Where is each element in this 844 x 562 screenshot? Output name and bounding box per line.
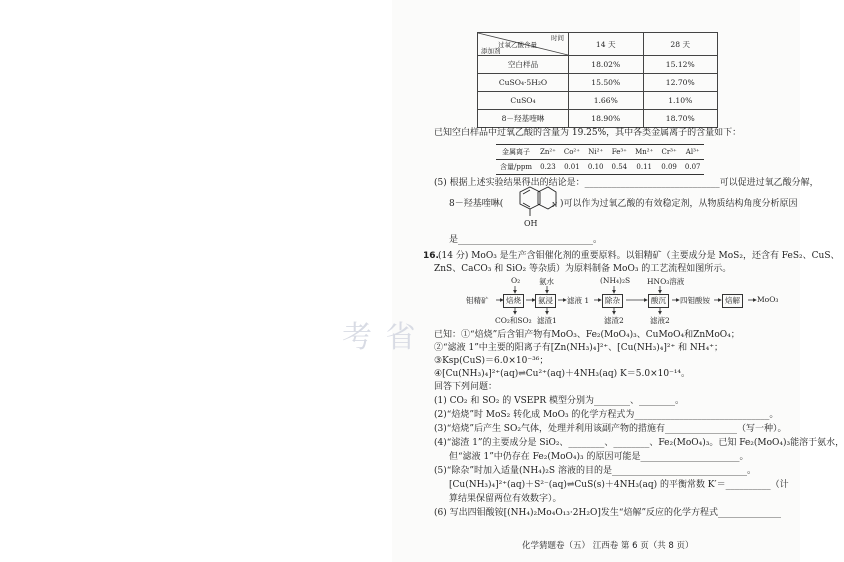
header-additive: 添加剂 <box>481 47 501 55</box>
flow-co2so2: CO₂和SO₂ <box>495 316 532 325</box>
known-2: ②“滤液 1”中主要的阳离子有[Zn(NH₃)₄]²⁺、[Cu(NH₃)₄]²⁺ 和 NH₄⁺； <box>434 343 724 353</box>
8-hydroxyquinoline-structure-icon <box>508 186 558 222</box>
header-content: 过氧乙酸含量 <box>498 41 537 49</box>
watermark: 考 省 <box>342 320 418 355</box>
known-1: 已知：①“焙烧”后含钼产物有MoO₃、Fe₂(MoO₄)₃、CuMoO₄和ZnMoO₄； <box>434 330 740 340</box>
flow-product-mid: 四钼酸铵 <box>680 296 710 305</box>
flow-residue2: 滤渣2 <box>604 316 624 325</box>
table-diagonal-header <box>478 33 569 56</box>
page-footer: 化学猜题卷（五） 江西卷 第 6 页（共 8 页） <box>522 541 694 551</box>
q5-line2b: )可以作为过氧乙酸的有效稳定剂，从物质结构角度分析原因 <box>560 199 798 209</box>
question-1: (1) CO₂ 和 SO₂ 的 VSEPR 模型分别为________、________。 <box>434 396 685 406</box>
metal-ion-table: 金属离子 Zn²⁺ Co²⁺ Ni²⁺ Fe³⁺ Mn²⁺ Cr³⁺ Al³⁺ 含量/ppm 0.23 0.01 0.10 0.54 0.11 0.09 0.07 <box>496 144 704 175</box>
table-row: 空白样品 18.02% 15.12% <box>478 56 718 74</box>
q16-line1: (14 分) MoO₃ 是生产含钼催化剂的重要原料。以钼精矿（主要成分是 MoS₂，还含有 FeS₂、CuS、 <box>438 251 840 261</box>
question-5: (5)“除杂”时加入适量(NH₄)₂S 溶液的目的是______________________________。 <box>434 466 756 476</box>
col-28days: 28 天 <box>643 33 718 56</box>
table-row: 8－羟基喹啉 18.90% 18.70% <box>478 110 718 128</box>
col-14days: 14 天 <box>569 33 644 56</box>
intro-line: 已知空白样品中过氧乙酸的含量为 19.25%，其中各类金属离子的含量如下： <box>434 128 742 138</box>
q5-line3: 是______________________________。 <box>449 235 603 245</box>
question-2: (2)“焙烧”时 MoS₂ 转化成 MoO₃ 的化学方程式为______________________________。 <box>434 410 779 420</box>
flow-hno3: HNO₃溶液 <box>647 277 685 286</box>
flow-residue1: 滤渣1 <box>537 316 557 325</box>
flow-precip-box: 酸沉 <box>648 294 669 308</box>
question-4-cont: 但“滤液 1”中仍存在 Fe₂(MoO₄)₃ 的原因可能是______________________。 <box>449 452 749 462</box>
known-3: ③Ksp(CuS)＝6.0×10⁻³⁶； <box>434 356 549 366</box>
stability-table <box>477 32 718 128</box>
flow-purify-box: 除杂 <box>602 294 623 308</box>
question-6: (6) 写出四钼酸铵[(NH₄)₂Mo₄O₁₃·2H₂O]发生“焙解”反应的化学方程式______________ <box>434 508 782 518</box>
flow-filtrate2: 滤液2 <box>650 316 670 325</box>
oh-label: OH <box>524 219 538 228</box>
question-4: (4)“滤渣 1”的主要成分是 SiO₂、________、________、Fe₂(MoO₄)₃。已知 Fe₂(MoO₄)₃能溶于氨水， <box>434 438 844 448</box>
table-row: CuSO₄·5H₂O 15.50% 12.70% <box>478 74 718 92</box>
flow-leach-box: 氨浸 <box>535 294 556 308</box>
flow-filtrate1: 滤液 1 <box>567 296 590 305</box>
q5-line2a: 8－羟基喹啉( <box>449 199 504 209</box>
answer-prompt: 回答下列问题： <box>434 382 498 392</box>
q5-line1: (5) 根据上述实验结果得出的结论是：______________________________可以促进过氧乙酸分解， <box>434 178 819 188</box>
known-4: ④[Cu(NH₃)₄]²⁺(aq)⇌Cu²⁺(aq)＋4NH₃(aq) K＝5.0×10⁻¹⁴。 <box>434 369 691 379</box>
header-time: 时间 <box>551 34 564 42</box>
flow-end: MoO₃ <box>757 295 779 304</box>
question-3: (3)“焙烧”后产生 SO₂气体，处理并利用该副产物的措施有________________（写一种）。 <box>434 424 787 434</box>
flow-roast-box: 焙烧 <box>503 294 524 308</box>
flow-start: 钼精矿 <box>466 296 489 305</box>
question-5-cont: 算结果保留两位有效数字）。 <box>449 494 562 504</box>
flow-o2: O₂ <box>511 276 521 285</box>
svg-text:N: N <box>552 202 558 209</box>
question-5-eq: [Cu(NH₃)₄]²⁺(aq)＋S²⁻(aq)⇌CuS(s)＋4NH₃(aq) 的平衡常数 K′＝__________（计 <box>449 480 789 490</box>
q16-number: 16. <box>423 251 439 261</box>
flow-nh3-water: 氨水 <box>539 277 554 286</box>
table-row: CuSO₄ 1.66% 1.10% <box>478 92 718 110</box>
flow-nh4-2s: (NH₄)₂S <box>600 276 631 285</box>
q16-line2: ZnS、CaCO₃ 和 SiO₂ 等杂质）为原料制备 MoO₃ 的工艺流程如图所示。 <box>434 264 732 274</box>
flow-decomp-box: 焙解 <box>722 294 743 308</box>
